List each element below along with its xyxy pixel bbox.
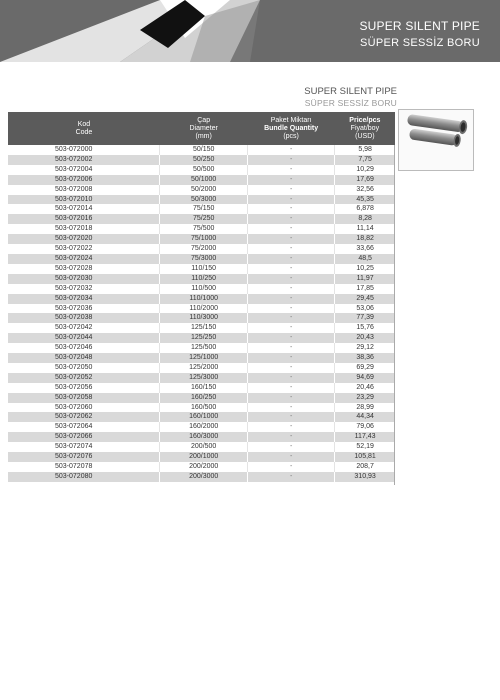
cell-code: 503-072066 xyxy=(8,432,160,442)
cell-diameter: 75/250 xyxy=(160,214,248,224)
cell-code: 503-072014 xyxy=(8,204,160,214)
column-header-line: (pcs) xyxy=(283,132,299,140)
cell-price: 94,69 xyxy=(335,373,395,383)
cell-code: 503-072056 xyxy=(8,383,160,393)
table-row xyxy=(8,323,395,333)
table-row xyxy=(8,412,395,422)
cell-price: 44,34 xyxy=(335,412,395,422)
price-table xyxy=(8,112,395,482)
table-row xyxy=(8,294,395,304)
cell-price: 38,36 xyxy=(335,353,395,363)
cell-bundle-quantity: - xyxy=(247,244,334,254)
column-header-line: Bundle Quantity xyxy=(264,124,319,132)
table-row xyxy=(8,145,395,155)
cell-price: 28,99 xyxy=(335,403,395,413)
cell-bundle-quantity: - xyxy=(247,274,334,284)
cell-price: 20,43 xyxy=(335,333,395,343)
cell-price: 77,39 xyxy=(335,313,395,323)
cell-diameter: 160/150 xyxy=(160,383,248,393)
cell-code: 503-072058 xyxy=(8,393,160,403)
table-row xyxy=(8,284,395,294)
cell-diameter: 200/3000 xyxy=(160,472,248,482)
cell-diameter: 125/500 xyxy=(160,343,248,353)
cell-bundle-quantity: - xyxy=(247,155,334,165)
cell-price: 48,5 xyxy=(335,254,395,264)
table-border xyxy=(394,145,395,485)
cell-diameter: 50/500 xyxy=(160,165,248,175)
pipe-illustration xyxy=(399,110,473,170)
cell-diameter: 125/2000 xyxy=(160,363,248,373)
cell-diameter: 110/250 xyxy=(160,274,248,284)
cell-diameter: 160/3000 xyxy=(160,432,248,442)
table-row xyxy=(8,432,395,442)
cell-price: 20,46 xyxy=(335,383,395,393)
cell-price: 18,82 xyxy=(335,234,395,244)
cell-price: 10,29 xyxy=(335,165,395,175)
cell-diameter: 110/500 xyxy=(160,284,248,294)
cell-code: 503-072076 xyxy=(8,452,160,462)
cell-bundle-quantity: - xyxy=(247,195,334,205)
product-subtitle: SÜPER SESSİZ BORU xyxy=(304,98,397,108)
cell-diameter: 75/150 xyxy=(160,204,248,214)
table-row xyxy=(8,452,395,462)
page-header xyxy=(0,0,500,62)
cell-diameter: 110/150 xyxy=(160,264,248,274)
cell-price: 32,56 xyxy=(335,185,395,195)
cell-bundle-quantity: - xyxy=(247,234,334,244)
table-row xyxy=(8,353,395,363)
column-header-code xyxy=(8,112,160,145)
cell-price: 29,45 xyxy=(335,294,395,304)
cell-code: 503-072062 xyxy=(8,412,160,422)
cell-code: 503-072032 xyxy=(8,284,160,294)
cell-code: 503-072064 xyxy=(8,422,160,432)
cell-bundle-quantity: - xyxy=(247,254,334,264)
cell-diameter: 125/250 xyxy=(160,333,248,343)
cell-code: 503-072030 xyxy=(8,274,160,284)
cell-diameter: 50/250 xyxy=(160,155,248,165)
cell-code: 503-072048 xyxy=(8,353,160,363)
cell-diameter: 200/2000 xyxy=(160,462,248,472)
cell-code: 503-072020 xyxy=(8,234,160,244)
cell-bundle-quantity: - xyxy=(247,323,334,333)
table-row xyxy=(8,204,395,214)
cell-bundle-quantity: - xyxy=(247,204,334,214)
cell-diameter: 160/500 xyxy=(160,403,248,413)
table-row xyxy=(8,403,395,413)
cell-diameter: 110/2000 xyxy=(160,304,248,314)
cell-bundle-quantity: - xyxy=(247,294,334,304)
cell-bundle-quantity: - xyxy=(247,403,334,413)
cell-price: 5,98 xyxy=(335,145,395,155)
cell-price: 52,19 xyxy=(335,442,395,452)
column-header-line: Code xyxy=(75,128,93,136)
table-row xyxy=(8,195,395,205)
cell-code: 503-072080 xyxy=(8,472,160,482)
cell-code: 503-072000 xyxy=(8,145,160,155)
table-row xyxy=(8,214,395,224)
table-body xyxy=(8,145,395,482)
cell-bundle-quantity: - xyxy=(247,452,334,462)
table-row xyxy=(8,462,395,472)
cell-bundle-quantity: - xyxy=(247,462,334,472)
cell-bundle-quantity: - xyxy=(247,472,334,482)
cell-diameter: 110/1000 xyxy=(160,294,248,304)
cell-bundle-quantity: - xyxy=(247,264,334,274)
cell-diameter: 160/1000 xyxy=(160,412,248,422)
cell-bundle-quantity: - xyxy=(247,165,334,175)
cell-code: 503-072044 xyxy=(8,333,160,343)
column-header-line: (USD) xyxy=(355,132,375,140)
column-header-line: Fiyat/boy xyxy=(350,124,380,132)
cell-code: 503-072002 xyxy=(8,155,160,165)
cell-price: 45,35 xyxy=(335,195,395,205)
product-title: SUPER SILENT PIPE xyxy=(304,86,397,97)
cell-diameter: 50/3000 xyxy=(160,195,248,205)
cell-diameter: 125/1000 xyxy=(160,353,248,363)
cell-price: 23,29 xyxy=(335,393,395,403)
cell-diameter: 200/500 xyxy=(160,442,248,452)
table-row xyxy=(8,383,395,393)
cell-diameter: 200/1000 xyxy=(160,452,248,462)
cell-diameter: 110/3000 xyxy=(160,313,248,323)
column-header-line: Diameter xyxy=(189,124,218,132)
header-title: SUPER SILENT PIPE xyxy=(359,19,480,33)
table-row xyxy=(8,363,395,373)
cell-code: 503-072060 xyxy=(8,403,160,413)
cell-code: 503-072038 xyxy=(8,313,160,323)
cell-diameter: 75/3000 xyxy=(160,254,248,264)
cell-code: 503-072034 xyxy=(8,294,160,304)
cell-diameter: 75/1000 xyxy=(160,234,248,244)
cell-bundle-quantity: - xyxy=(247,373,334,383)
column-header-line: Paket Miktarı xyxy=(270,116,312,124)
cell-diameter: 50/2000 xyxy=(160,185,248,195)
cell-bundle-quantity: - xyxy=(247,343,334,353)
cell-bundle-quantity: - xyxy=(247,383,334,393)
cell-code: 503-072024 xyxy=(8,254,160,264)
cell-price: 17,69 xyxy=(335,175,395,185)
column-header-line: (mm) xyxy=(195,132,212,140)
cell-bundle-quantity: - xyxy=(247,353,334,363)
cell-price: 15,76 xyxy=(335,323,395,333)
cell-bundle-quantity: - xyxy=(247,224,334,234)
pipe-product-image xyxy=(398,109,474,171)
cell-price: 79,06 xyxy=(335,422,395,432)
table-row xyxy=(8,393,395,403)
cell-diameter: 160/2000 xyxy=(160,422,248,432)
table-row xyxy=(8,472,395,482)
cell-price: 11,97 xyxy=(335,274,395,284)
table-row xyxy=(8,254,395,264)
cell-code: 503-072006 xyxy=(8,175,160,185)
cell-code: 503-072036 xyxy=(8,304,160,314)
table-row xyxy=(8,304,395,314)
cell-bundle-quantity: - xyxy=(247,393,334,403)
header-subtitle: SÜPER SESSİZ BORU xyxy=(359,37,480,49)
cell-price: 208,7 xyxy=(335,462,395,472)
cell-code: 503-072078 xyxy=(8,462,160,472)
column-header-line: Price/pcs xyxy=(349,116,381,124)
table-row xyxy=(8,224,395,234)
cell-price: 8,28 xyxy=(335,214,395,224)
cell-bundle-quantity: - xyxy=(247,214,334,224)
cell-code: 503-072018 xyxy=(8,224,160,234)
cell-bundle-quantity: - xyxy=(247,442,334,452)
table-row xyxy=(8,155,395,165)
cell-diameter: 125/3000 xyxy=(160,373,248,383)
cell-bundle-quantity: - xyxy=(247,363,334,373)
table-row xyxy=(8,373,395,383)
table-row xyxy=(8,313,395,323)
cell-price: 7,75 xyxy=(335,155,395,165)
table-row xyxy=(8,274,395,284)
table-header-row xyxy=(8,112,395,145)
cell-code: 503-072052 xyxy=(8,373,160,383)
cell-code: 503-072074 xyxy=(8,442,160,452)
cell-diameter: 160/250 xyxy=(160,393,248,403)
cell-price: 105,81 xyxy=(335,452,395,462)
table-row xyxy=(8,422,395,432)
table-row xyxy=(8,165,395,175)
cell-bundle-quantity: - xyxy=(247,145,334,155)
cell-bundle-quantity: - xyxy=(247,304,334,314)
cell-code: 503-072004 xyxy=(8,165,160,175)
cell-price: 6,878 xyxy=(335,204,395,214)
cell-code: 503-072028 xyxy=(8,264,160,274)
cell-bundle-quantity: - xyxy=(247,412,334,422)
cell-price: 117,43 xyxy=(335,432,395,442)
table-row xyxy=(8,333,395,343)
column-header-diameter xyxy=(160,112,248,145)
table-row xyxy=(8,185,395,195)
cell-price: 33,66 xyxy=(335,244,395,254)
cell-bundle-quantity: - xyxy=(247,333,334,343)
cell-price: 310,93 xyxy=(335,472,395,482)
cell-bundle-quantity: - xyxy=(247,313,334,323)
cell-code: 503-072050 xyxy=(8,363,160,373)
column-header-bundle xyxy=(247,112,334,145)
table-row xyxy=(8,175,395,185)
cell-price: 10,25 xyxy=(335,264,395,274)
cell-bundle-quantity: - xyxy=(247,432,334,442)
cell-bundle-quantity: - xyxy=(247,422,334,432)
table-row xyxy=(8,442,395,452)
cell-code: 503-072016 xyxy=(8,214,160,224)
cell-code: 503-072042 xyxy=(8,323,160,333)
table-row xyxy=(8,343,395,353)
cell-price: 29,12 xyxy=(335,343,395,353)
cell-diameter: 50/1000 xyxy=(160,175,248,185)
cell-bundle-quantity: - xyxy=(247,175,334,185)
column-header-line: Çap xyxy=(197,116,211,124)
cell-price: 53,06 xyxy=(335,304,395,314)
table-row xyxy=(8,234,395,244)
cell-price: 69,29 xyxy=(335,363,395,373)
cell-code: 503-072010 xyxy=(8,195,160,205)
column-header-line: Kod xyxy=(77,120,91,128)
cell-diameter: 50/150 xyxy=(160,145,248,155)
cell-price: 11,14 xyxy=(335,224,395,234)
table-row xyxy=(8,244,395,254)
cell-bundle-quantity: - xyxy=(247,185,334,195)
column-header-price xyxy=(335,112,395,145)
cell-price: 17,85 xyxy=(335,284,395,294)
table-row xyxy=(8,264,395,274)
cell-diameter: 75/2000 xyxy=(160,244,248,254)
cell-code: 503-072046 xyxy=(8,343,160,353)
cell-code: 503-072008 xyxy=(8,185,160,195)
cell-diameter: 75/500 xyxy=(160,224,248,234)
cell-code: 503-072022 xyxy=(8,244,160,254)
cell-diameter: 125/150 xyxy=(160,323,248,333)
cell-bundle-quantity: - xyxy=(247,284,334,294)
